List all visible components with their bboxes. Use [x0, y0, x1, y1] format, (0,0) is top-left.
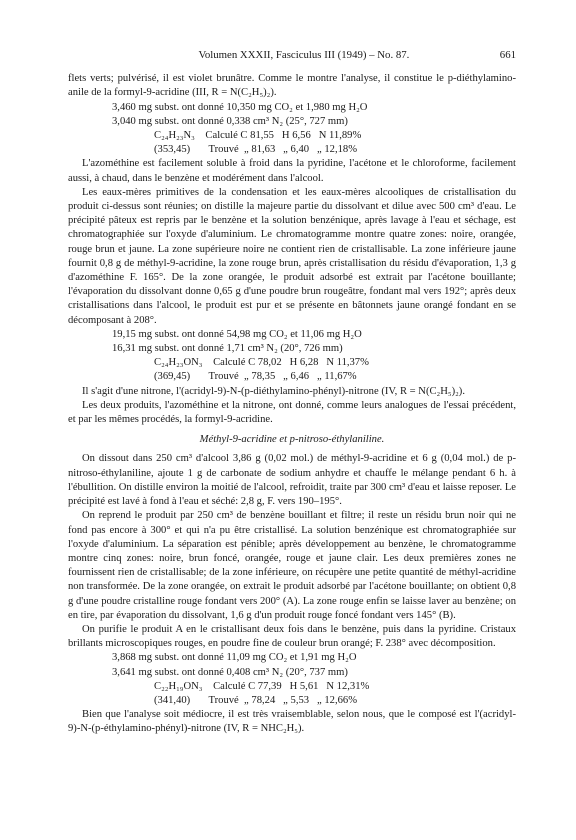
paragraph: Les eaux-mères primitives de la condensation et les eaux-mères alcooliques de cristallisation du produit ci-dessus sont réunies; on distille la majeure partie du dissolvant et dilue avec 500 cm³ d'eau. Le précipité pâteux est repris par le benzène et la solution benzénique, après lavage à l'eau et séchage, est chromatographiée sur l'oxyde d'aluminium. Le chromatogramme montre quatre zones: noire, orangée, rouge brun et jaune. La zone supérieure noire ne contient rien de cristallisable. La zone inférieure jaune fournit 0,8 g de méthyl-9-acridine, la zone rouge brun, après cristallisation du résidu d'évaporation, 1,3 g d'azométhine F. 165°. De la zone orangée, le produit adsorbé est extrait par l'acétone bouillante; l'évaporation du dissolvant donne 0,65 g d'une poudre brun rougeâtre, fondant mal vers 192°; après deux cristallisations dans l'alcool, le produit est pur et se présente en bâtonnets jaune orangé fondant en se décomposant à 208°.	[68, 186, 516, 326]
analysis-line: 3,460 mg subst. ont donné 10,350 mg CO₂ et 1,980 mg H₂O	[112, 101, 368, 113]
journal-reference: Volumen XXXII, Fasciculus III (1949) – No. 87.	[198, 49, 410, 61]
analysis-line: 19,15 mg subst. ont donné 54,98 mg CO₂ et 11,06 mg H₂O	[112, 328, 362, 340]
formula-line: (341,40) Trouvé „ 78,24 „ 5,53 „ 12,66%	[154, 694, 358, 706]
paragraph: On reprend le produit par 250 cm³ de benzène bouillant et filtre; il reste un résidu brun noir qui ne fond pas encore à 300° et qui n'a pu être cristallisé. La solution benzénique est chromatographiée sur l'oxyde d'aluminium. La séparation est pénible; après développement au benzène, le chromatogramme montre cinq zones: noire, brun foncé, orangée, rouge et jaune clair. Les deux premières zones ne fournissent rien de cristallisable; de la zone inférieure, on récupère une petite quantité de méthyl-acridine non transformée. De la zone orangée, on extrait le produit adsorbé par l'acétone bouillante; on obtient 0,8 g d'une poudre cristalline rouge fondant vers 200° (A). La zone rouge enfin se laisse laver au benzène; on en tire, par évaporation du dissolvant, 1,6 g d'un produit rouge foncé fondant vers 145° (B).	[68, 510, 516, 621]
formula-line: (353,45) Trouvé „ 81,63 „ 6,40 „ 12,18%	[154, 144, 358, 156]
running-header	[68, 48, 516, 62]
paragraph: Il s'agit d'une nitrone, l'(acridyl-9)-N-(p-diéthylamino-phényl)-nitrone (IV, R = N(C₂H₅)₂).	[82, 385, 465, 397]
formula-line: (369,45) Trouvé „ 78,35 „ 6,46 „ 11,67%	[154, 371, 357, 383]
formula-line: C₂₄H₂₃ON₃ Calculé C 78,02 H 6,28 N 11,37%	[154, 357, 369, 369]
page-number: 661	[499, 49, 516, 61]
page	[68, 48, 516, 737]
formula-line: C₂₂H₁₉ON₃ Calculé C 77,39 H 5,61 N 12,31%	[154, 680, 370, 692]
analysis-line: 16,31 mg subst. ont donné 1,71 cm³ N₂ (20°, 726 mm)	[112, 343, 343, 355]
analysis-line: 3,868 mg subst. ont donné 11,09 mg CO₂ et 1,91 mg H₂O	[112, 652, 357, 664]
paragraph: Les deux produits, l'azométhine et la nitrone, ont donné, comme leurs analogues de l'essai précédent, et par les mêmes procédés, la formyl-9-acridine.	[68, 399, 516, 426]
paragraph: L'azométhine est facilement soluble à froid dans la pyridine, l'acétone et le chloroforme, facilement aussi, à chaud, dans le benzène et modérément dans l'alcool.	[68, 158, 516, 184]
paragraph: Bien que l'analyse soit médiocre, il est très vraisemblable, selon nous, que le composé est l'(acridyl-9)-N-(p-éthylamino-phényl)-nitrone (IV, R = NHC₂H₅).	[68, 709, 516, 735]
analysis-line: 3,641 mg subst. ont donné 0,408 cm³ N₂ (20°, 737 mm)	[112, 666, 348, 678]
paragraph: On dissout dans 250 cm³ d'alcool 3,86 g (0,02 mol.) de méthyl-9-acridine et 6 g (0,04 mol.) de p-nitroso-éthylaniline, ajoute 1 g de carbonate de sodium anhydre et chauffe le mélange pendant 6 h. à l'ébullition. On distille environ la moitié de l'alcool, refroidit, traite par 300 cm³ d'eau et laisse reposer. Le précipité est lavé à fond à l'eau et séché: 2,8 g, F. vers 190–195°.	[68, 453, 516, 508]
analysis-line: 3,040 mg subst. ont donné 0,338 cm³ N₂ (25°, 727 mm)	[112, 115, 348, 127]
paragraph: On purifie le produit A en le cristallisant deux fois dans le benzène, puis dans la pyridine. Cristaux brillants microscopiques rouges, en poudre fine de couleur brun orangé; F. 238° avec décomposition.	[68, 623, 516, 650]
section-title: Méthyl-9-acridine et p-nitroso-éthylaniline.	[199, 434, 385, 446]
formula-line: C₂₄H₂₃N₃ Calculé C 81,55 H 6,56 N 11,89%	[154, 130, 362, 142]
paragraph: flets verts; pulvérisé, il est violet brunâtre. Comme le montre l'analyse, il constitue le p-diéthylamino-anile de la formyl-9-acridine (III, R = N(C₂H₅)₂).	[68, 73, 516, 99]
